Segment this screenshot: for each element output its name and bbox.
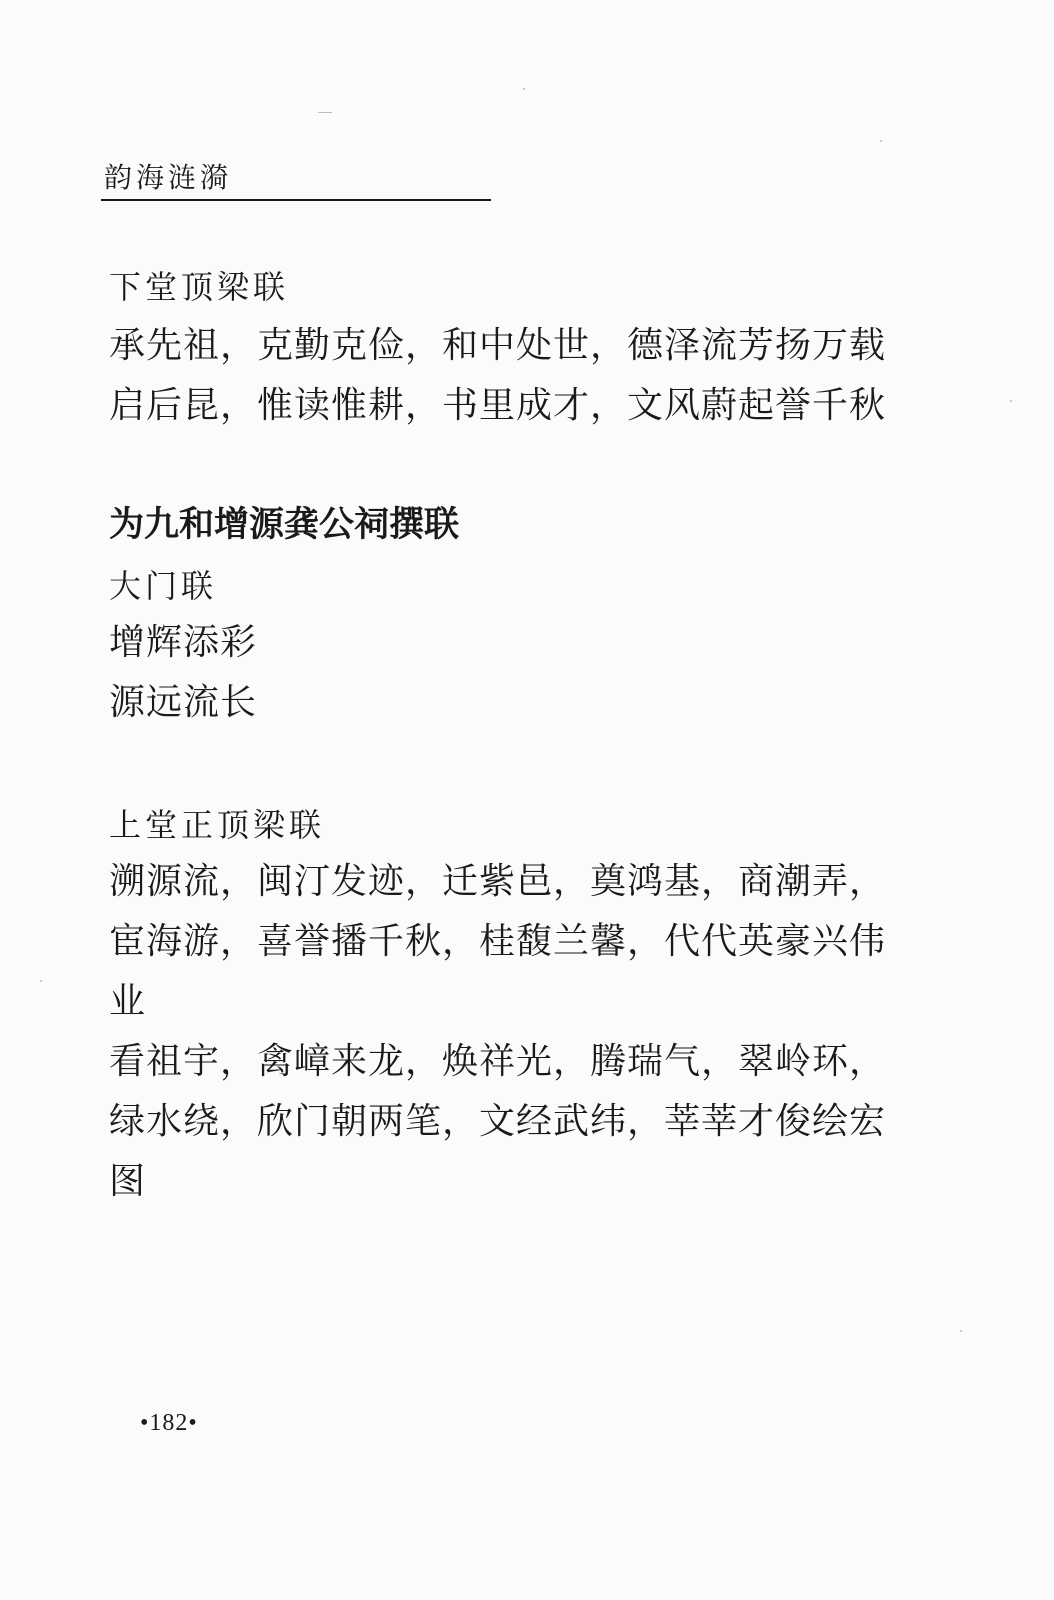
upper-hall-couplet [109,800,929,850]
page-number: •182• [140,1410,198,1436]
couplet-line: 宦海游，喜誉播千秋，桂馥兰馨，代代英豪兴伟 [109,921,887,962]
gate-lines [109,613,929,733]
couplet-line: 图 [109,1161,147,1202]
shrine-section-title-block [109,500,929,550]
running-head: 韵海涟漪 [104,161,233,194]
gate-heading: 大门联 [109,567,218,605]
scan-speck [523,88,525,90]
couplet-line: 增辉添彩 [109,622,258,663]
upper-hall-lines [109,852,929,1212]
lower-hall-couplet [109,262,929,312]
lower-hall-lines [109,316,929,436]
scan-speck [960,1330,962,1332]
section-title: 为九和增源龚公祠撰联 [109,505,460,545]
couplet-line: 业 [109,981,147,1022]
couplet-line: 承先祖，克勤克俭，和中处世，德泽流芳扬万载 [109,325,887,366]
couplet-line: 启后昆，惟读惟耕，书里成才，文风蔚起誉千秋 [109,385,887,426]
couplet-line: 绿水绕，欣门朝两笔，文经武纬，莘莘才俊绘宏 [109,1101,887,1142]
gate-couplet [109,561,929,611]
scan-speck [880,140,882,142]
scan-speck [40,980,42,982]
couplet-line: 看祖宇，禽嶂来龙，焕祥光，腾瑞气，翠岭环， [109,1041,887,1082]
scan-speck [1010,400,1012,402]
scan-speck [318,112,332,113]
couplet-line: 溯源流，闽汀发迹，迁紫邑，奠鸿基，商潮弄， [109,861,887,902]
couplet-line: 源远流长 [109,682,258,723]
header-rule [101,199,491,201]
upper-hall-heading: 上堂正顶梁联 [109,806,326,844]
lower-hall-heading: 下堂顶梁联 [109,268,290,306]
